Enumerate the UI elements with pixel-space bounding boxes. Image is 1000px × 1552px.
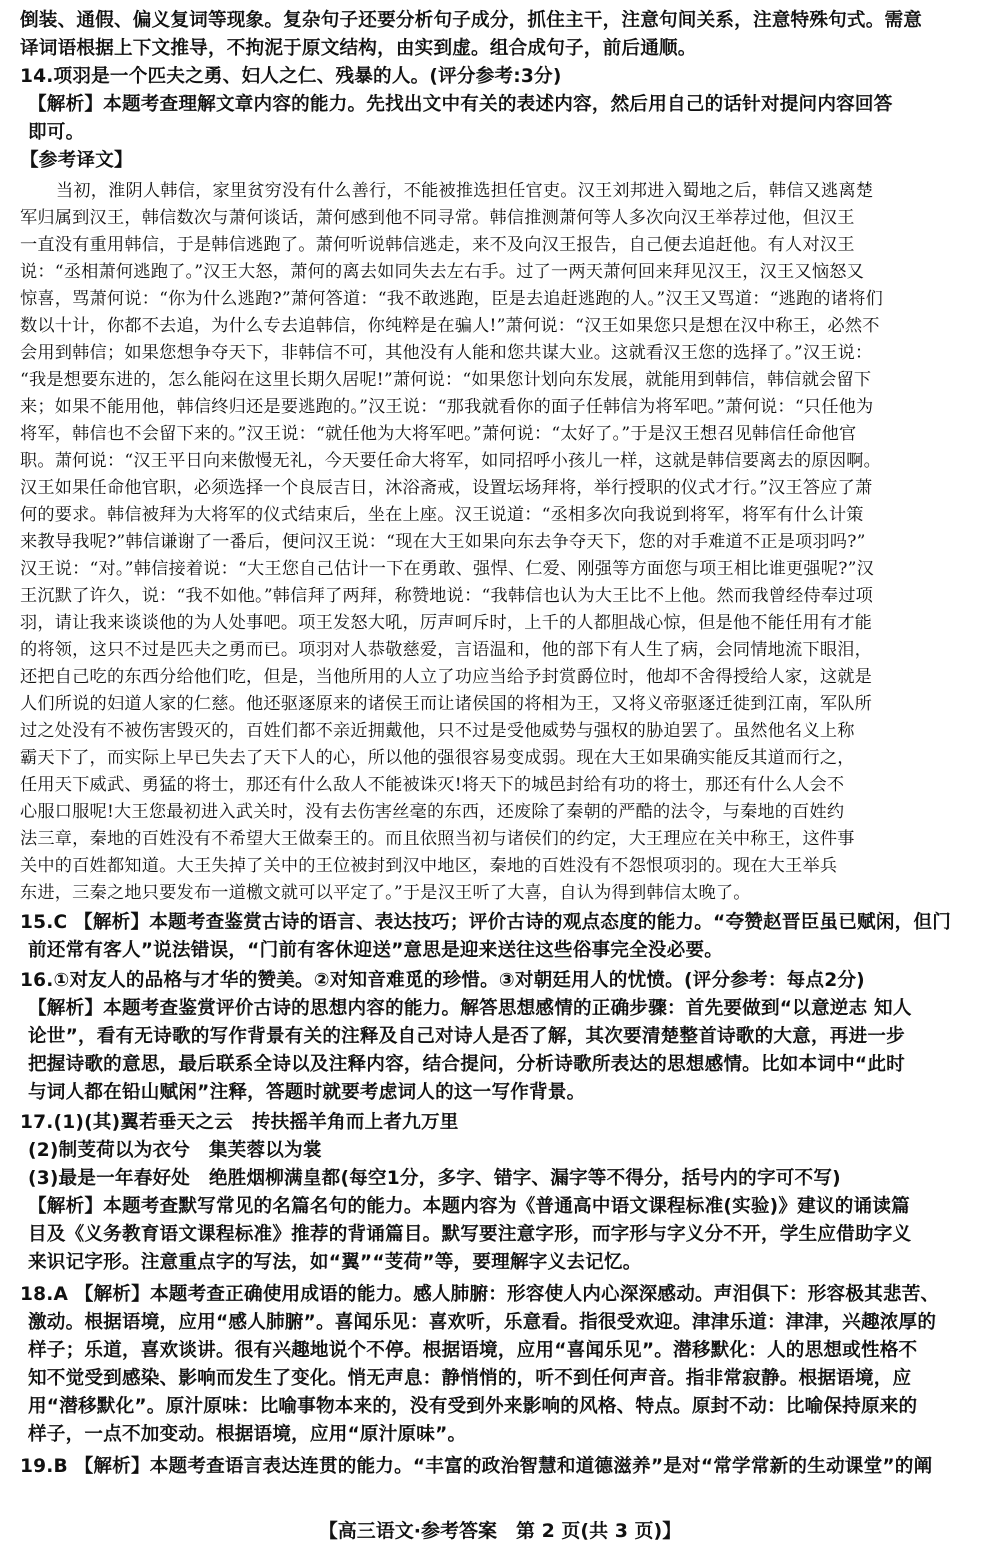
- q19-answer: 19.B 【解析】本题考查语言表达连贯的能力。“丰富的政治智慧和道德滋养”是对“常学常新的生动课堂”的阐: [20, 1456, 933, 1477]
- translation-line: 东进，三秦之地只要发布一道檄文就可以平定了。”于是汉王听了大喜，自认为得到韩信太晚了。: [20, 883, 751, 903]
- translation-line: “我是想要东进的，怎么能闷在这里长期久居呢!”萧何说：“如果您计划向东发展，就能用到韩信，韩信就会留下: [20, 370, 872, 390]
- translation-line: 数以十计，你都不去追，为什么专去追韩信，你纯粹是在骗人!”萧何说：“汉王如果您只是想在汉中称王，必然不: [20, 316, 880, 336]
- translation-line: 任用天下威武、勇猛的将士，那还有什么敌人不能被诛灭!将天下的城邑封给有功的将士，那还有什么人会不: [20, 775, 845, 795]
- translation-line: 的将领，这只不过是匹夫之勇而已。项羽对人恭敬慈爱，言语温和，他的部下有人生了病，会同情地流下眼泪，: [20, 640, 872, 660]
- q17-answer: (3)最是一年春好处 绝胜烟柳满皇都(每空1分，多字、错字、漏字等不得分，括号内的字可不写): [28, 1168, 841, 1189]
- translation-line: 汉王如果任命他官职，必须选择一个良辰吉日，沐浴斋戒，设置坛场拜将，举行授职的仪式才行。”汉王答应了萧: [20, 478, 873, 498]
- translation-line: 人们所说的妇道人家的仁慈。他还驱逐原来的诸侯王而让诸侯国的将相为王，又将义帝驱逐迁徙到江南，军队所: [20, 694, 872, 714]
- translation-line: 汉王说：“对。”韩信接着说：“大王您自己估计一下在勇敢、强悍、仁爱、刚强等方面您与项王相比谁更强呢?”汉: [20, 559, 874, 579]
- q16-analysis: 把握诗歌的意思，最后联系全诗以及注释内容，结合提问，分析诗歌所表达的思想感情。比如本词中“此时: [28, 1054, 905, 1075]
- translation-line: 军归属到汉王，韩信数次与萧何谈话，萧何感到他不同寻常。韩信推测萧何等人多次向汉王举荐过他，但汉王: [20, 208, 855, 228]
- q16-answer: 16.①对友人的品格与才华的赞美。②对知音难觅的珍惜。③对朝廷用人的忧愤。(评分参考：每点2分): [20, 970, 865, 991]
- translation-line: 霸天下了，而实际上早已失去了天下人的心，所以他的强很容易变成弱。现在大王如果确实能反其道而行之，: [20, 748, 855, 768]
- q18-answer: 18.A 【解析】本题考查正确使用成语的能力。感人肺腑：形容使人内心深深感动。声泪俱下：形容极其悲苦、: [20, 1284, 940, 1305]
- translation-line: 说：“丞相萧何逃跑了。”汉王大怒，萧何的离去如同失去左右手。过了一两天萧何回来拜见汉王，汉王又恼怒又: [20, 262, 864, 282]
- translation-line: 羽，请让我来谈谈他的为人处事吧。项王发怒大吼，厉声呵斥时，上千的人都胆战心惊，但是他不能任用有才能: [20, 613, 872, 633]
- translation-line: 惊喜，骂萧何说：“你为什么逃跑?”萧何答道：“我不敢逃跑，臣是去追赶逃跑的人。”汉王又骂道：“逃跑的诸将们: [20, 289, 883, 309]
- translation-line: 关中的百姓都知道。大王失掉了关中的王位被封到汉中地区，秦地的百姓没有不怨恨项羽的。现在大王举兵: [20, 856, 838, 876]
- q15-analysis: 前还常有客人”说法错误，“门前有客休迎送”意思是迎来送往这些俗事完全没必要。: [28, 940, 724, 961]
- q18-analysis: 用“潜移默化”。原汁原味：比喻事物本来的，没有受到外来影响的风格、特点。原封不动：比喻保持原来的: [28, 1396, 918, 1417]
- translation-line: 还把自己吃的东西分给他们吃，但是，当他所用的人立了功应当给予封赏爵位时，他却不舍得授给人家，这就是: [20, 667, 872, 687]
- translation-line: 过之处没有不被伤害毁灭的，百姓们都不亲近拥戴他，只不过是受他威势与强权的胁迫罢了。虽然他名义上称: [20, 721, 855, 741]
- q17-analysis: 目及《义务教育语文课程标准》推荐的背诵篇目。默写要注意字形，而字形与字义分不开，学生应借助字义: [28, 1224, 912, 1245]
- q15-answer: 15.C 【解析】本题考查鉴赏古诗的语言、表达技巧；评价古诗的观点态度的能力。“夸赞赵晋臣虽已赋闲，但门: [20, 912, 951, 933]
- q17-answer: 17.(1)(其)翼若垂天之云 抟扶摇羊角而上者九万里: [20, 1112, 459, 1133]
- q16-analysis: 与词人都在铅山赋闲”注释，答题时就要考虑词人的这一写作背景。: [28, 1082, 586, 1103]
- q14-answer: 14.项羽是一个匹夫之勇、妇人之仁、残暴的人。(评分参考:3分): [20, 66, 562, 87]
- translation-line: 一直没有重用韩信，于是韩信逃跑了。萧何听说韩信逃走，来不及向汉王报告，自己便去追赶他。有人对汉王: [20, 235, 855, 255]
- q16-analysis: 【解析】本题考查鉴赏评价古诗的思想内容的能力。解答思想感情的正确步骤：首先要做到“以意逆志 知人: [28, 998, 912, 1019]
- translation-line: 王沉默了许久，说：“我不如他。”韩信拜了两拜，称赞地说：“我韩信也认为大王比不上他。然而我曾经侍奉过项: [20, 586, 873, 606]
- q17-answer: (2)制芰荷以为衣兮 集芙蓉以为裳: [28, 1140, 322, 1161]
- translation-line: 职。萧何说：“汉王平日向来傲慢无礼，今天要任命大将军，如同招呼小孩儿一样，这就是韩信要离去的原因啊。: [20, 451, 881, 471]
- q16-analysis: 论世”，看有无诗歌的写作背景有关的注释及自己对诗人是否了解，其次要清楚整首诗歌的大意，再进一步: [28, 1026, 905, 1047]
- translation-line: 来教导我呢?”韩信谦谢了一番后，便问汉王说：“现在大王如果向东去争夺天下，您的对手难道不正是项羽吗?”: [20, 532, 866, 552]
- translation-line: 当初，淮阴人韩信，家里贫穷没有什么善行，不能被推选担任官吏。汉王刘邦进入蜀地之后，韩信又逃离楚: [56, 181, 874, 201]
- intro-line: 倒装、通假、偏义复词等现象。复杂句子还要分析句子成分，抓住主干，注意句间关系，注意特殊句式。需意: [20, 10, 923, 31]
- intro-line: 译词语根据上下文推导，不拘泥于原文结构，由实到虚。组合成句子，前后通顺。: [20, 38, 697, 59]
- q18-analysis: 知不觉受到感染、影响而发生了变化。悄无声息：静悄悄的，听不到任何声音。指非常寂静。根据语境，应: [28, 1368, 912, 1389]
- q14-analysis: 【解析】本题考查理解文章内容的能力。先找出文中有关的表述内容，然后用自己的话针对提问内容回答: [28, 94, 893, 115]
- translation-heading: 【参考译文】: [20, 150, 133, 171]
- translation-line: 来；如果不能用他，韩信终归还是要逃跑的。”汉王说：“那我就看你的面子任韩信为将军吧。”萧何说：“只任他为: [20, 397, 874, 417]
- q14-analysis: 即可。: [28, 122, 85, 143]
- q18-analysis: 样子，一点不加变动。根据语境，应用“原汁原味”。: [28, 1424, 467, 1445]
- translation-line: 何的要求。韩信被拜为大将军的仪式结束后，坐在上座。汉王说道：“丞相多次向我说到将军，将军有什么计策: [20, 505, 864, 525]
- translation-line: 心服口服呢!大王您最初进入武关时，没有去伤害丝毫的东西，还废除了秦朝的严酷的法令，与秦地的百姓约: [20, 802, 845, 822]
- q18-analysis: 样子；乐道，喜欢谈讲。很有兴趣地说个不停。根据语境，应用“喜闻乐见”。潜移默化：人的思想或性格不: [28, 1340, 918, 1361]
- translation-line: 会用到韩信；如果您想争夺天下，非韩信不可，其他没有人能和您共谋大业。这就看汉王您的选择了。”汉王说：: [20, 343, 873, 363]
- q17-analysis: 来识记字形。注意重点字的写法，如“翼”“芰荷”等，要理解字义去记忆。: [28, 1252, 642, 1273]
- q18-analysis: 激动。根据语境，应用“感人肺腑”。喜闻乐见：喜欢听，乐意看。指很受欢迎。津津乐道：津津，兴趣浓厚的: [28, 1312, 937, 1333]
- translation-line: 将军，韩信也不会留下来的。”汉王说：“就任他为大将军吧。”萧何说：“太好了。”于是汉王想召见韩信任命他官: [20, 424, 857, 444]
- q17-analysis: 【解析】本题考查默写常见的名篇名句的能力。本题内容为《普通高中语文课程标准(实验)》建议的诵读篇: [28, 1196, 910, 1217]
- page-footer: 【高三语文·参考答案 第 2 页(共 3 页)】: [318, 1520, 682, 1542]
- translation-line: 法三章，秦地的百姓没有不希望大王做秦王的。而且依照当初与诸侯们的约定，大王理应在关中称王，这件事: [20, 829, 855, 849]
